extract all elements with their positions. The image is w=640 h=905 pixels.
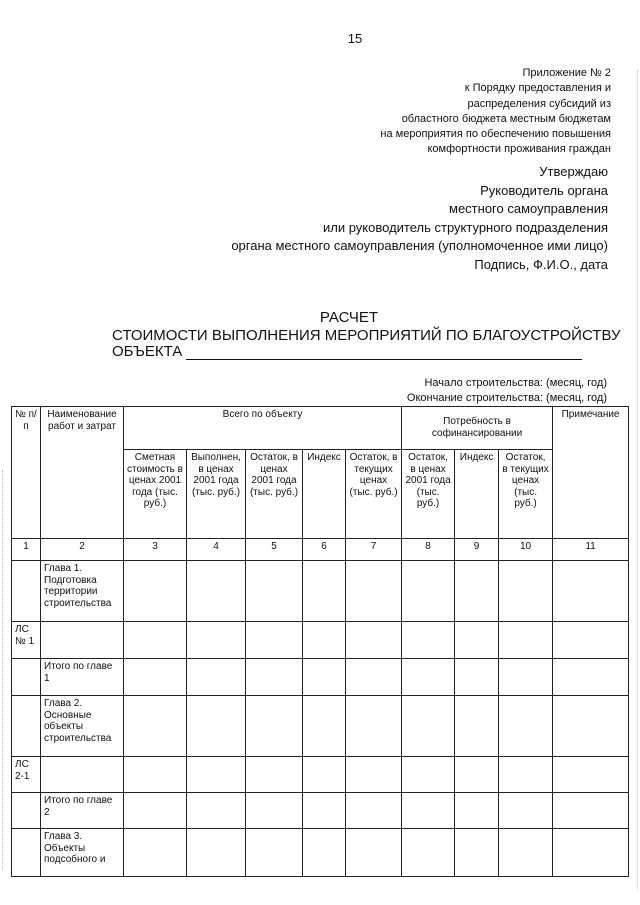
approval-block [231,163,608,275]
row-num: ЛС № 1 [12,622,41,659]
row-num [12,561,41,622]
row-num [12,793,41,829]
table-row [12,793,629,829]
subheader-cell: Остаток, в текущих ценах (тыс. руб.) [499,450,553,539]
scan-edge-right [635,70,638,890]
construction-dates [407,376,607,406]
appendix-line: распределения субсидий из [467,97,611,110]
row-name [41,757,124,793]
page-number: 15 [347,31,363,46]
column-number-row [12,539,629,561]
row-num: ЛС 2-1 [12,757,41,793]
appendix-line: на мероприятия по обеспечению повышения [380,128,611,141]
subheader-cell: Остаток, в текущих ценах (тыс. руб.) [346,450,402,539]
object-label: ОБЪЕКТА [112,343,183,360]
column-number: 2 [41,539,124,561]
table-row [12,696,629,757]
title-line-2: СТОИМОСТИ ВЫПОЛНЕНИЯ МЕРОПРИЯТИЙ ПО БЛАГОУСТРОЙСТВУ [112,327,621,344]
row-name: Итого по главе 2 [41,793,124,829]
approval-line: Подпись, Ф.И.О., дата [474,256,608,272]
row-name: Глава 1. Подготовка территории строительства [41,561,124,622]
row-num [12,696,41,757]
column-number: 7 [346,539,402,561]
subheader-cell: Индекс [455,450,499,539]
appendix-line: комфортности проживания граждан [427,143,611,156]
appendix-note [380,66,611,158]
subheader-cell: Сметная стоимость в ценах 2001 года (тыс. руб.) [124,450,187,539]
table-row [12,561,629,622]
table-row [12,757,629,793]
column-number: 6 [303,539,346,561]
appendix-line: к Порядку предоставления и [464,82,611,95]
row-num [12,659,41,696]
object-name-blank [186,345,582,360]
start-date-line: Начало строительства: (месяц, год) [424,377,607,389]
approval-line: органа местного самоуправления (уполномоченное ими лицо) [231,238,608,254]
header-total: Всего по объекту [124,407,402,450]
appendix-line: областного бюджета местным бюджетам [401,112,611,125]
column-number: 8 [402,539,455,561]
row-name: Глава 2. Основные объекты строительства [41,696,124,757]
title-line-1: РАСЧЕТ [319,309,379,326]
column-number: 11 [553,539,629,561]
subheader-cell: Индекс [303,450,346,539]
row-name [41,622,124,659]
table-row [12,622,629,659]
table-row [12,659,629,696]
column-number: 9 [455,539,499,561]
approval-line: местного самоуправления [449,201,608,217]
approval-line: Утверждаю [539,164,608,179]
cost-table [11,406,629,877]
approval-line: Руководитель органа [480,182,608,198]
column-number: 4 [187,539,246,561]
column-number: 1 [12,539,41,561]
table-row [12,829,629,877]
header-need: Потребность в софинансировании [402,407,553,450]
subheader-cell: Выполнен, в ценах 2001 года (тыс. руб.) [187,450,246,539]
approval-line: или руководитель структурного подразделения [323,219,608,235]
title-line-3 [112,343,582,360]
header-note: Примечание [553,407,629,539]
row-name: Итого по главе 1 [41,659,124,696]
subheader-cell: Остаток, в ценах 2001 года (тыс. руб.) [402,450,455,539]
column-number: 3 [124,539,187,561]
row-name: Глава 3. Объекты подсобного и [41,829,124,877]
scan-edge-left [2,470,5,870]
document-title [0,309,640,360]
table-header-row [12,407,629,450]
column-number: 5 [246,539,303,561]
column-number: 10 [499,539,553,561]
header-num: № п/п [12,407,41,539]
appendix-line: Приложение № 2 [522,67,611,79]
subheader-cell: Остаток, в ценах 2001 года (тыс. руб.) [246,450,303,539]
end-date-line: Окончание строительства: (месяц, год) [406,392,607,404]
header-name: Наименование работ и затрат [41,407,124,539]
row-num [12,829,41,877]
